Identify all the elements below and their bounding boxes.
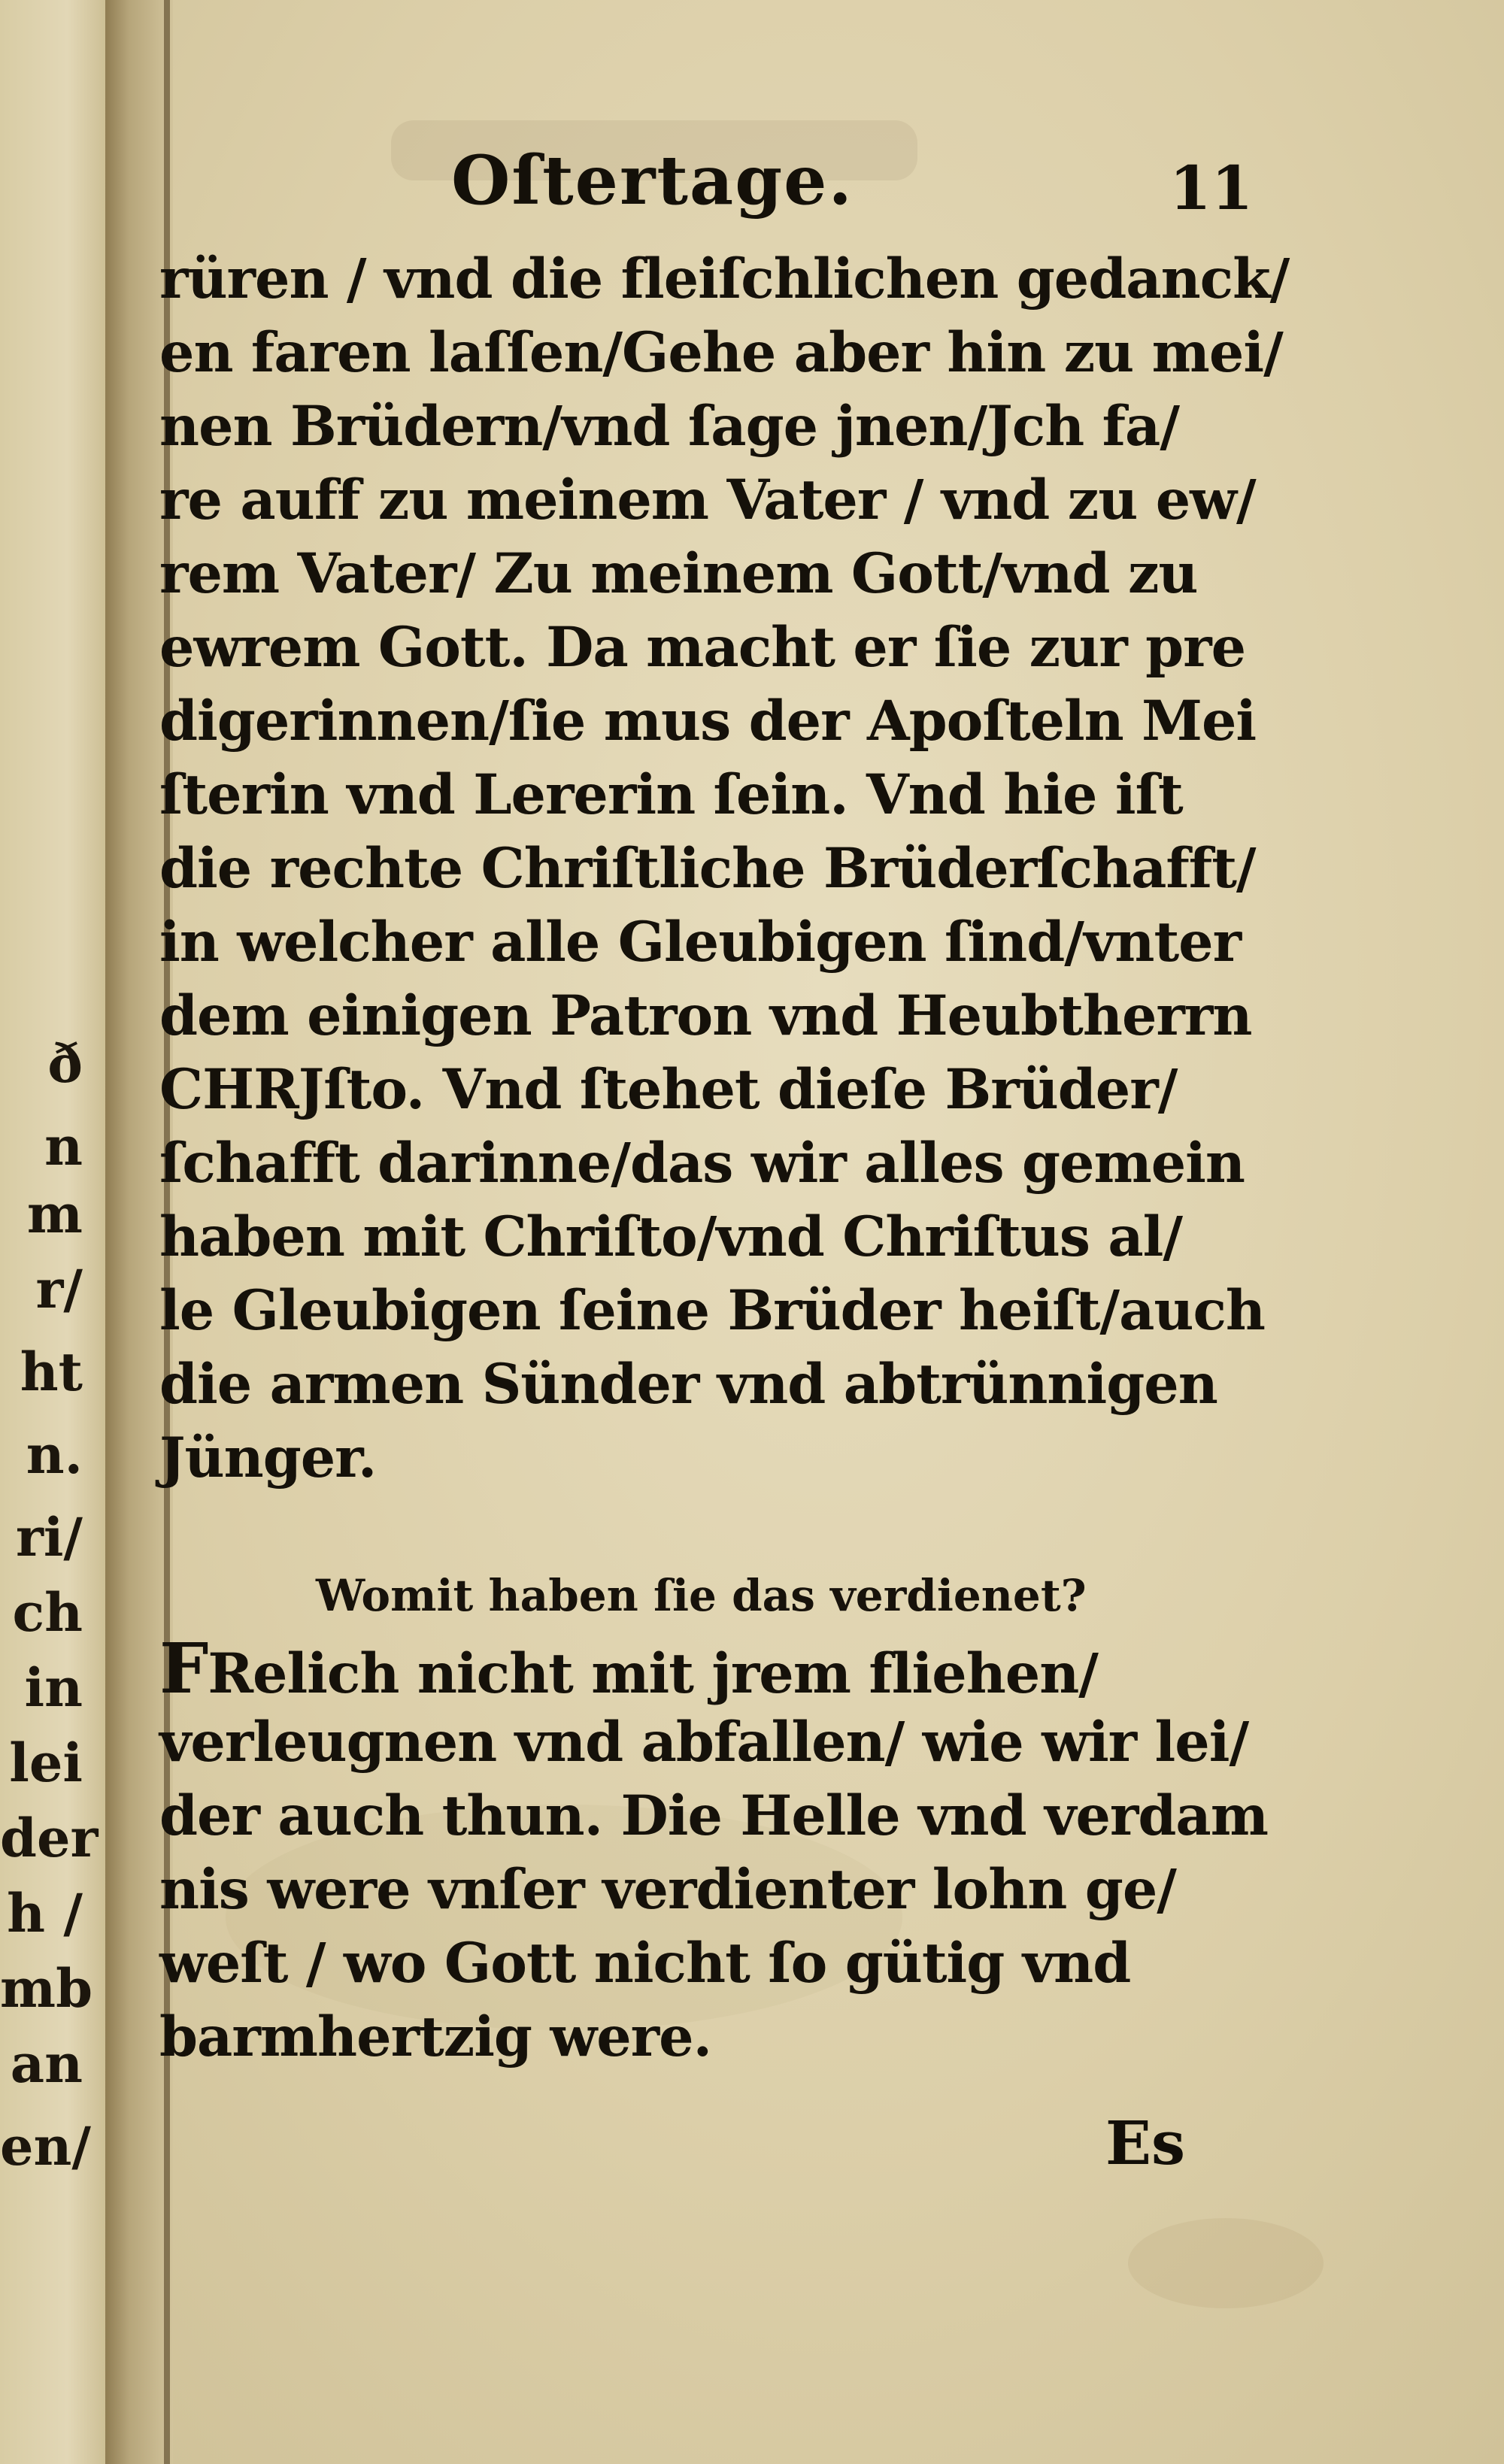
text-line: weſt / wo Gott nicht ſo gütig vnd	[159, 1931, 1131, 1996]
text-line: le Gleubigen ſeine Brüder heiſt/auch	[159, 1278, 1265, 1343]
page-number: 11	[1169, 153, 1254, 223]
facing-fragment: h /	[7, 1882, 83, 1944]
text-line: dem einigen Patron vnd Heubtherrn	[159, 983, 1252, 1048]
facing-fragment: en/	[0, 2115, 91, 2178]
facing-fragment: r/	[35, 1258, 83, 1320]
facing-fragment: n	[44, 1115, 83, 1177]
facing-fragment: der	[0, 1807, 99, 1869]
body-text-paragraph-2	[159, 1628, 1268, 2074]
text-line: in welcher alle Gleubigen ſind/vnter	[159, 910, 1242, 974]
text-line: ewrem Gott. Da macht er ſie zur pre	[159, 615, 1246, 680]
facing-fragment: ht	[20, 1341, 83, 1403]
paper-stain	[1128, 2218, 1324, 2308]
facing-fragment: mb	[0, 1957, 93, 2020]
text-line: ſchafft darinne/das wir alles gemein	[159, 1131, 1245, 1196]
text-line: haben mit Chriſto/vnd Chriſtus al/	[159, 1205, 1183, 1269]
text-line: rem Vater/ Zu meinem Gott/vnd zu	[159, 541, 1198, 606]
facing-fragment: in	[24, 1656, 83, 1719]
facing-fragment: an	[10, 2032, 83, 2095]
text-line: Jünger.	[159, 1426, 377, 1490]
text-line: en faren laſſen/Gehe aber hin zu mei/	[159, 320, 1283, 385]
text-line: barmhertzig were.	[159, 2005, 711, 2069]
facing-fragment: ð	[47, 1032, 83, 1095]
text-line-rest: Relich nicht mit jrem fliehen/	[208, 1641, 1098, 1706]
text-line: CHRJſto. Vnd ſtehet dieſe Brüder/	[159, 1057, 1178, 1122]
facing-fragment: ri/	[15, 1506, 83, 1568]
text-line: digerinnen/ſie mus der Apoſteln Mei	[159, 689, 1257, 753]
facing-fragment: n.	[26, 1423, 83, 1486]
facing-fragment: ch	[12, 1581, 83, 1644]
section-question: Womit haben ſie das verdienet?	[316, 1570, 1087, 1621]
facing-page-margin	[0, 0, 113, 2464]
text-line: rüren / vnd die fleiſchlichen gedanck/	[159, 247, 1290, 311]
text-line: verleugnen vnd abfallen/ wie wir lei/	[159, 1710, 1249, 1775]
catchword: Es	[1105, 2108, 1186, 2178]
text-line: nis were vnſer verdienter lohn ge/	[159, 1857, 1176, 1922]
text-line	[159, 1628, 1227, 1709]
text-line: re auff zu meinem Vater / vnd zu ew/	[159, 468, 1256, 532]
body-text	[159, 242, 1290, 1495]
text-line: der auch thun. Die Helle vnd verdam	[159, 1784, 1268, 1848]
facing-fragment: lei	[9, 1732, 83, 1794]
facing-fragment: m	[26, 1183, 83, 1245]
text-line: ſterin vnd Lererin ſein. Vnd hie iſt	[159, 762, 1183, 827]
initial-letter: F	[159, 1628, 208, 1709]
text-line: nen Brüdern/vnd ſage jnen/Jch fa/	[159, 394, 1179, 459]
text-line: die armen Sünder vnd abtrünnigen	[159, 1352, 1217, 1417]
text-line: die rechte Chriſtliche Brüderſchafft/	[159, 836, 1256, 901]
running-head: Oſtertage.	[451, 141, 854, 220]
